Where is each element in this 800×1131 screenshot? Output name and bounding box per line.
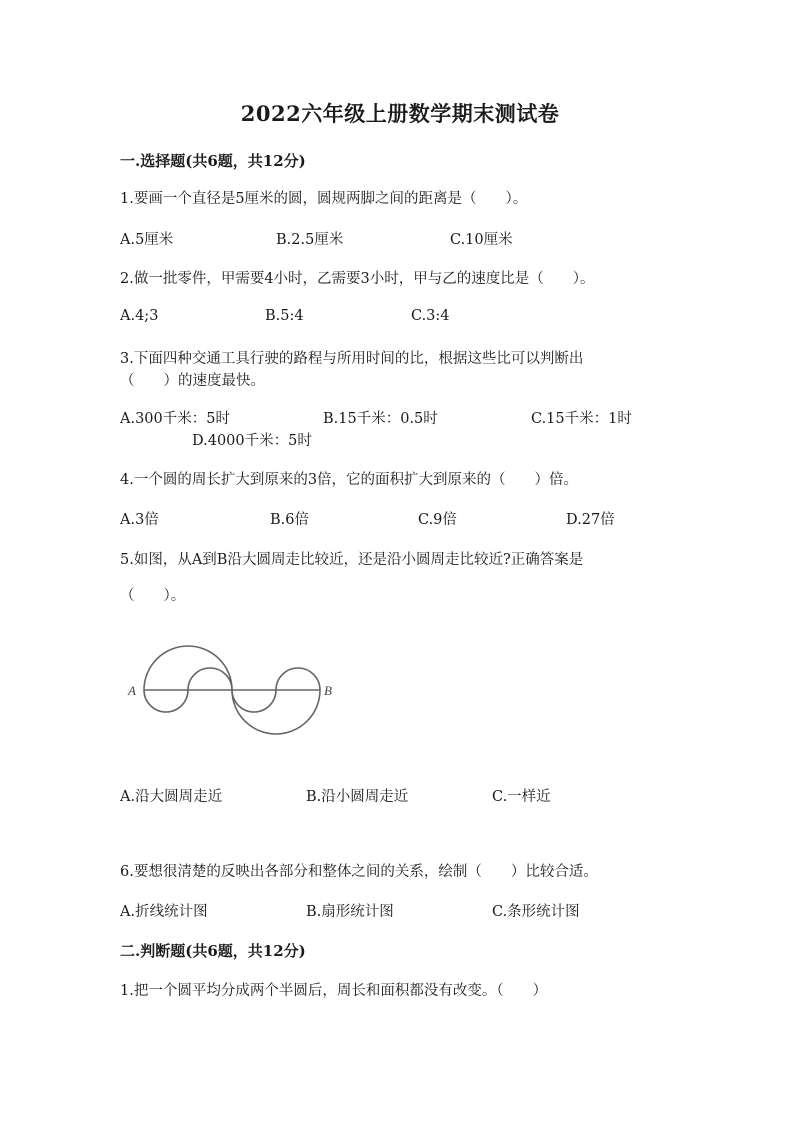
- question-3-option-a: A.300千米：5时: [120, 411, 230, 427]
- question-3-stem-line2: （ ）的速度最快。: [120, 373, 265, 389]
- question-4-option-b: B.6倍: [270, 512, 309, 528]
- question-3-stem-line1: 3.下面四种交通工具行驶的路程与所用时间的比，根据这些比可以判断出: [120, 351, 584, 367]
- question-2-stem: 2.做一批零件，甲需要4小时，乙需要3小时，甲与乙的速度比是（ ）。: [120, 271, 595, 287]
- question-2-option-a: A.4;3: [120, 308, 159, 324]
- judgment-1-stem: 1.把一个圆平均分成两个半圆后，周长和面积都没有改变。（ ）: [120, 983, 548, 999]
- section-heading-choice: 一.选择题(共6题，共12分): [120, 152, 306, 170]
- question-2-option-c: C.3:4: [411, 308, 450, 324]
- question-6-option-a: A.折线统计图: [120, 904, 208, 920]
- question-6-option-b: B.扇形统计图: [306, 904, 394, 920]
- question-5-stem-line1: 5.如图，从A到B沿大圆周走比较近，还是沿小圆周走比较近?正确答案是: [120, 552, 584, 568]
- point-b-label: B: [324, 683, 332, 698]
- question-2-option-b: B.5:4: [265, 308, 304, 324]
- circles-path-figure: [124, 635, 344, 745]
- question-1-stem: 1.要画一个直径是5厘米的圆，圆规两脚之间的距离是（ ）。: [120, 191, 528, 207]
- question-5-option-a: A.沿大圆周走近: [120, 789, 223, 805]
- section-heading-judgment: 二.判断题(共6题，共12分): [120, 942, 306, 960]
- question-3-option-b: B.15千米：0.5时: [323, 411, 438, 427]
- point-a-label: A: [128, 683, 136, 698]
- question-1-option-a: A.5厘米: [120, 232, 174, 248]
- question-5-option-b: B.沿小圆周走近: [306, 789, 409, 805]
- question-6-stem: 6.要想很清楚的反映出各部分和整体之间的关系，绘制（ ）比较合适。: [120, 864, 598, 880]
- page-title: 2022六年级上册数学期末测试卷: [240, 101, 560, 126]
- question-1-option-c: C.10厘米: [450, 232, 513, 248]
- question-4-stem: 4.一个圆的周长扩大到原来的3倍，它的面积扩大到原来的（ ）倍。: [120, 472, 579, 488]
- question-5-stem-line2: （ ）。: [120, 588, 186, 604]
- question-4-option-c: C.9倍: [418, 512, 457, 528]
- question-1-option-b: B.2.5厘米: [276, 232, 344, 248]
- question-4-option-a: A.3倍: [120, 512, 159, 528]
- question-3-option-c: C.15千米：1时: [531, 411, 632, 427]
- question-6-option-c: C.条形统计图: [492, 904, 580, 920]
- question-5-option-c: C.一样近: [492, 789, 551, 805]
- question-4-option-d: D.27倍: [566, 512, 615, 528]
- question-3-option-d: D.4000千米：5时: [192, 433, 312, 449]
